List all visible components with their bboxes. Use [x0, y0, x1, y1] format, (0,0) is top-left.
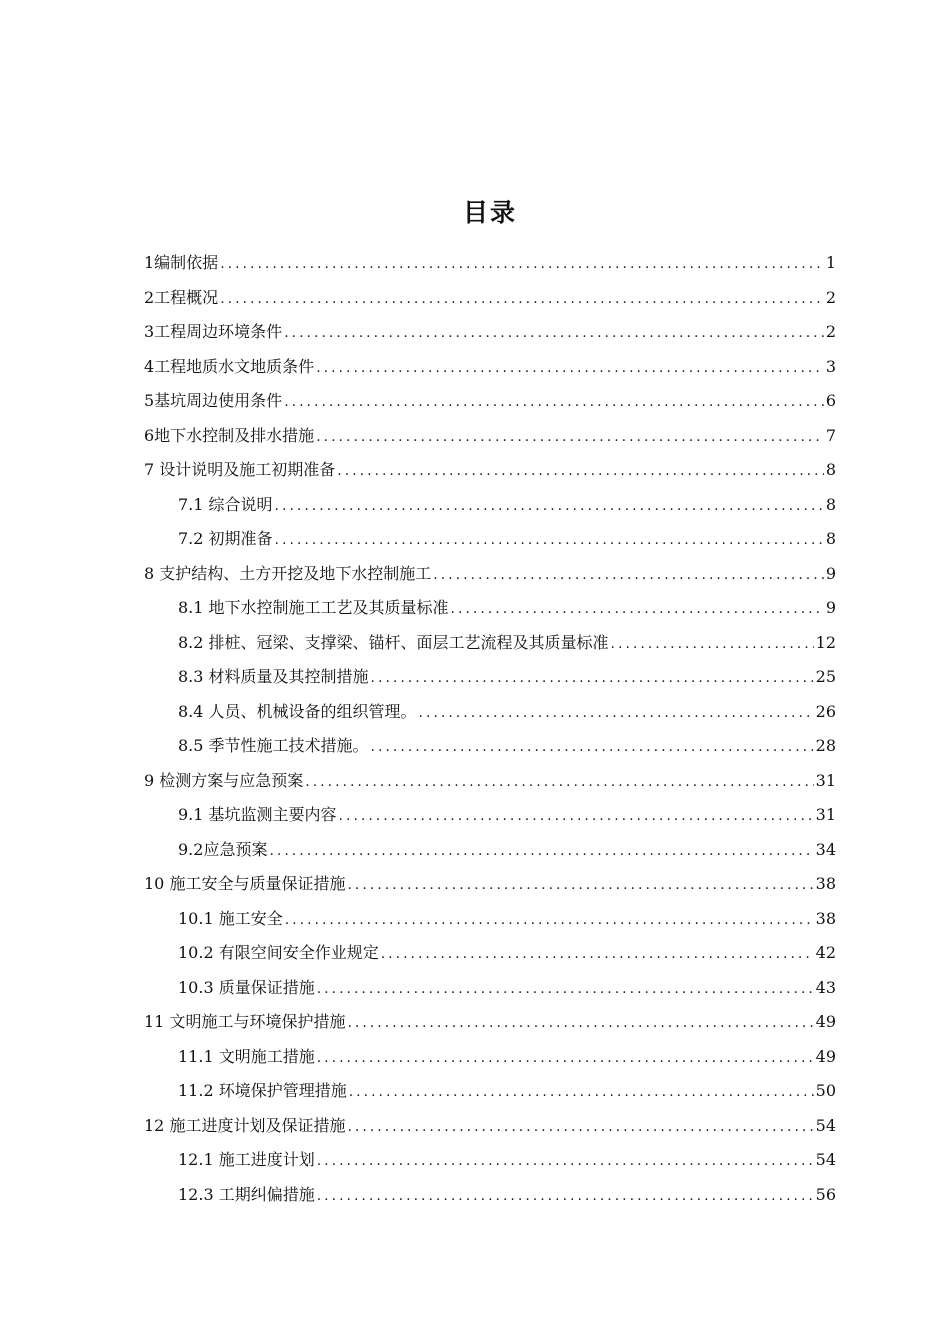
toc-entry-page-number: 50 [815, 1081, 836, 1100]
toc-entry[interactable] [144, 936, 836, 971]
toc-entry[interactable] [144, 384, 836, 419]
toc-entry[interactable] [144, 315, 836, 350]
toc-entry-page-number: 9 [825, 563, 836, 583]
toc-leader-dots [611, 627, 814, 662]
toc-entry[interactable] [144, 1109, 836, 1144]
toc-leader-dots [275, 523, 824, 558]
toc-entry-label: 8.1 地下水控制施工工艺及其质量标准 [178, 598, 449, 617]
toc-entry[interactable] [144, 350, 836, 385]
toc-leader-dots [305, 765, 813, 800]
toc-entry-label: 2工程概况 [144, 287, 219, 307]
toc-entry-page-number: 49 [815, 1012, 836, 1031]
toc-entry-page-number: 8 [825, 494, 836, 514]
toc-entry-page-number: 49 [815, 1046, 836, 1066]
toc-entry[interactable] [144, 798, 836, 833]
toc-leader-dots [317, 1179, 814, 1214]
toc-entry-label: 10.3 质量保证措施 [178, 977, 315, 997]
toc-leader-dots [220, 247, 824, 282]
toc-entry-page-number: 3 [825, 356, 836, 376]
toc-leader-dots [317, 972, 814, 1007]
toc-entry-page-number: 8 [825, 460, 836, 479]
toc-entry-label: 6地下水控制及排水措施 [144, 425, 315, 445]
toc-entry[interactable] [144, 453, 836, 488]
toc-entry-page-number: 1 [825, 253, 836, 272]
toc-leader-dots [316, 420, 824, 455]
toc-entry-label: 10.1 施工安全 [178, 908, 283, 928]
toc-leader-dots [220, 282, 824, 317]
toc-entry-label: 5基坑周边使用条件 [144, 391, 283, 410]
toc-entry[interactable] [144, 1178, 836, 1213]
toc-entry-label: 11 文明施工与环境保护措施 [144, 1012, 346, 1031]
toc-entry-label: 1编制依据 [144, 253, 219, 272]
toc-leader-dots [316, 351, 824, 386]
toc-entry-label: 10 施工安全与质量保证措施 [144, 874, 346, 893]
toc-entry-label: 8.3 材料质量及其控制措施 [178, 667, 369, 686]
toc-entry-page-number: 43 [815, 977, 836, 997]
toc-leader-dots [317, 1144, 814, 1179]
toc-entry-page-number: 7 [825, 425, 836, 445]
toc-entry[interactable] [144, 1074, 836, 1109]
toc-entry-label: 7 设计说明及施工初期准备 [144, 460, 336, 479]
toc-title: 目录 [462, 198, 517, 227]
toc-entry-label: 12.3 工期纠偏措施 [178, 1184, 315, 1204]
toc-entry[interactable] [144, 419, 836, 454]
toc-entry[interactable] [144, 729, 836, 764]
toc-leader-dots [317, 1041, 814, 1076]
toc-entry-page-number: 31 [815, 805, 836, 824]
toc-entry-page-number: 2 [825, 287, 836, 307]
toc-entry[interactable] [144, 626, 836, 661]
toc-entry-page-number: 31 [815, 770, 836, 790]
toc-entry-page-number: 38 [815, 874, 836, 893]
toc-entry[interactable] [144, 695, 836, 730]
toc-entry[interactable] [144, 591, 836, 626]
toc-entry-page-number: 28 [815, 736, 836, 755]
toc-entry-label: 10.2 有限空间安全作业规定 [178, 943, 379, 962]
toc-leader-dots [269, 834, 813, 869]
toc-entry-label: 4工程地质水文地质条件 [144, 356, 315, 376]
toc-leader-dots [381, 937, 814, 972]
toc-leader-dots [347, 868, 813, 903]
toc-entry-label: 8.5 季节性施工技术措施。 [178, 736, 369, 755]
toc-leader-dots [347, 1110, 813, 1145]
toc-leader-dots [339, 799, 814, 834]
toc-leader-dots [371, 661, 814, 696]
toc-leader-dots [284, 316, 824, 351]
toc-entry[interactable] [144, 1040, 836, 1075]
toc-entry-label: 11.1 文明施工措施 [178, 1046, 315, 1066]
toc-entry-label: 9 检测方案与应急预案 [144, 770, 304, 790]
toc-entry-page-number: 8 [825, 529, 836, 548]
toc-entry[interactable] [144, 488, 836, 523]
toc-leader-dots [451, 592, 824, 627]
toc-entry[interactable] [144, 557, 836, 592]
toc-leader-dots [337, 454, 824, 489]
toc-list [144, 246, 836, 1212]
toc-entry-page-number: 6 [825, 391, 836, 410]
toc-leader-dots [419, 696, 814, 731]
toc-entry-label: 3工程周边环境条件 [144, 322, 283, 341]
toc-entry-label: 7.1 综合说明 [178, 494, 273, 514]
toc-leader-dots [347, 1006, 813, 1041]
toc-entry[interactable] [144, 1143, 836, 1178]
toc-entry[interactable] [144, 1005, 836, 1040]
toc-entry-page-number: 25 [815, 667, 836, 686]
toc-entry-page-number: 56 [815, 1184, 836, 1204]
toc-entry[interactable] [144, 867, 836, 902]
toc-entry-page-number: 2 [825, 322, 836, 341]
toc-entry-label: 8 支护结构、土方开挖及地下水控制施工 [144, 563, 432, 583]
toc-entry-page-number: 34 [815, 839, 836, 859]
toc-entry[interactable] [144, 246, 836, 281]
toc-entry[interactable] [144, 833, 836, 868]
toc-entry[interactable] [144, 281, 836, 316]
toc-entry[interactable] [144, 971, 836, 1006]
toc-leader-dots [284, 385, 824, 420]
toc-entry-label: 8.2 排桩、冠梁、支撑梁、锚杆、面层工艺流程及其质量标准 [178, 632, 609, 652]
toc-entry-page-number: 9 [825, 598, 836, 617]
toc-entry-page-number: 54 [815, 1115, 836, 1135]
toc-entry-label: 11.2 环境保护管理措施 [178, 1081, 347, 1100]
toc-leader-dots [349, 1075, 814, 1110]
toc-entry-label: 7.2 初期准备 [178, 529, 273, 548]
toc-leader-dots [371, 730, 814, 765]
toc-entry-page-number: 38 [815, 908, 836, 928]
toc-entry-page-number: 42 [815, 943, 836, 962]
toc-entry[interactable] [144, 660, 836, 695]
toc-entry-label: 9.2应急预案 [178, 839, 268, 859]
toc-entry-page-number: 54 [815, 1150, 836, 1169]
toc-leader-dots [433, 558, 824, 593]
toc-entry[interactable] [144, 764, 836, 799]
toc-leader-dots [275, 489, 824, 524]
toc-entry-page-number: 12 [815, 632, 836, 652]
toc-entry-label: 9.1 基坑监测主要内容 [178, 805, 337, 824]
toc-entry-label: 8.4 人员、机械设备的组织管理。 [178, 701, 417, 721]
toc-entry[interactable] [144, 902, 836, 937]
toc-entry-label: 12 施工进度计划及保证措施 [144, 1115, 346, 1135]
toc-entry-label: 12.1 施工进度计划 [178, 1150, 315, 1169]
toc-entry-page-number: 26 [815, 701, 836, 721]
toc-entry[interactable] [144, 522, 836, 557]
toc-leader-dots [285, 903, 814, 938]
